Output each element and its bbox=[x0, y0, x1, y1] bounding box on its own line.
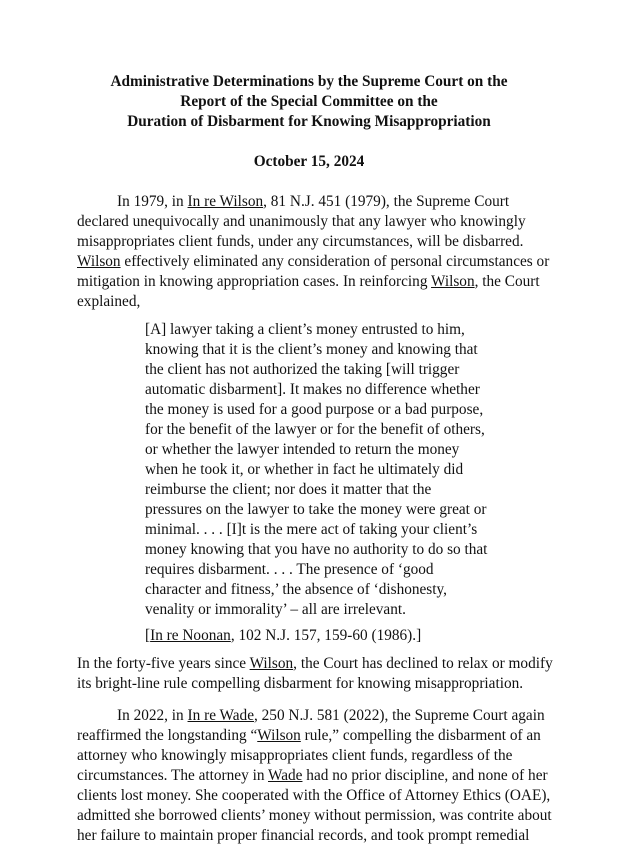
title-line-2: Report of the Special Committee on the bbox=[180, 93, 438, 110]
quote-line: automatic disbarment]. It makes no difference whether bbox=[145, 381, 480, 398]
quote-line: when he took it, or whether in fact he ultimately did bbox=[145, 461, 464, 478]
quote-line: minimal. . . . [I]t is the mere act of taking your client’s bbox=[145, 521, 478, 538]
text-run: , the Court has declined to relax or modify bbox=[293, 655, 553, 672]
quote-line: character and fitness,’ the absence of ‘dishonesty, bbox=[145, 581, 447, 598]
text-run: effectively eliminated any consideration of personal circumstances or bbox=[120, 253, 550, 270]
document-date: October 15, 2024 bbox=[253, 153, 365, 170]
document-body bbox=[77, 192, 570, 846]
text-run: , 81 N.J. 451 (1979), the Supreme Court bbox=[263, 193, 510, 210]
document-title bbox=[0, 72, 618, 132]
quote-line: requires disbarment. . . . The presence of ‘good bbox=[145, 561, 434, 578]
text-run: In the forty-five years since bbox=[77, 655, 250, 672]
paragraph-line: explained, bbox=[77, 293, 141, 310]
case-citation: Wilson bbox=[431, 273, 475, 290]
case-citation: Wilson bbox=[77, 253, 121, 270]
quote-line: venality or immorality’ – all are irrelevant. bbox=[145, 601, 406, 618]
paragraph-line bbox=[77, 654, 570, 674]
quote-line: for the benefit of the lawyer or for the benefit of others, bbox=[145, 421, 485, 438]
quote-line: money knowing that you have no authority to do so that bbox=[145, 541, 488, 558]
paragraph-line: its bright-line rule compelling disbarment for knowing misappropriation. bbox=[77, 675, 524, 692]
paragraph-line bbox=[77, 766, 570, 786]
case-citation: Wilson bbox=[249, 655, 294, 672]
text-run: In 1979, in bbox=[117, 193, 188, 210]
paragraph-line: misappropriates client funds, under any circumstances, will be disbarred. bbox=[77, 233, 524, 250]
paragraph-line bbox=[77, 272, 570, 292]
text-run: mitigation in knowing appropriation cases. In reinforcing bbox=[77, 273, 432, 290]
quote-line: pressures on the lawyer to take the money were great or bbox=[145, 501, 487, 518]
quote-line: [A] lawyer taking a client’s money entrusted to him, bbox=[145, 321, 465, 338]
quote-citation bbox=[145, 626, 570, 646]
quote-line: reimburse the client; nor does it matter that the bbox=[145, 481, 432, 498]
paragraph-line bbox=[77, 252, 570, 272]
text-run: had no prior discipline, and none of her bbox=[302, 767, 548, 784]
case-citation: Wade bbox=[268, 767, 303, 784]
block-quote bbox=[145, 320, 570, 620]
paragraph-line: admitted she borrowed clients’ money without permission, was contrite about bbox=[77, 807, 552, 824]
paragraph-2 bbox=[77, 654, 570, 694]
paragraph-line: attorney who knowingly misappropriates client funds, regardless of the bbox=[77, 747, 513, 764]
paragraph-line bbox=[77, 706, 570, 726]
text-run: reaffirmed the longstanding “ bbox=[77, 727, 258, 744]
paragraph-line: her failure to maintain proper financial records, and took prompt remedial bbox=[77, 827, 530, 844]
paragraph-line: clients lost money. She cooperated with the Office of Attorney Ethics (OAE), bbox=[77, 787, 551, 804]
quote-line: the money is used for a good purpose or a bad purpose, bbox=[145, 401, 484, 418]
text-run: [ bbox=[145, 627, 151, 644]
title-line-1: Administrative Determinations by the Supreme Court on the bbox=[110, 73, 508, 90]
paragraph-line: declared unequivocally and unanimously that any lawyer who knowingly bbox=[77, 213, 526, 230]
paragraph-line bbox=[77, 192, 570, 212]
title-line-3: Duration of Disbarment for Knowing Misappropriation bbox=[127, 113, 491, 130]
paragraph-1 bbox=[77, 192, 570, 312]
text-run: circumstances. The attorney in bbox=[77, 767, 269, 784]
text-run: , the Court bbox=[474, 273, 540, 290]
case-citation: In re Wilson bbox=[187, 193, 264, 210]
case-citation: Wilson bbox=[257, 727, 301, 744]
case-citation: In re Noonan bbox=[150, 627, 231, 644]
text-run: rule,” compelling the disbarment of an bbox=[300, 727, 541, 744]
quote-line: the client has not authorized the taking [will trigger bbox=[145, 361, 460, 378]
case-citation: In re Wade bbox=[187, 707, 254, 724]
text-run: , 250 N.J. 581 (2022), the Supreme Court again bbox=[254, 707, 545, 724]
quote-line: or whether the lawyer intended to return the money bbox=[145, 441, 460, 458]
text-run: , 102 N.J. 157, 159-60 (1986).] bbox=[230, 627, 422, 644]
quote-line: knowing that it is the client’s money and knowing that bbox=[145, 341, 478, 358]
paragraph-3 bbox=[77, 706, 570, 846]
paragraph-line bbox=[77, 726, 570, 746]
text-run: In 2022, in bbox=[117, 707, 188, 724]
